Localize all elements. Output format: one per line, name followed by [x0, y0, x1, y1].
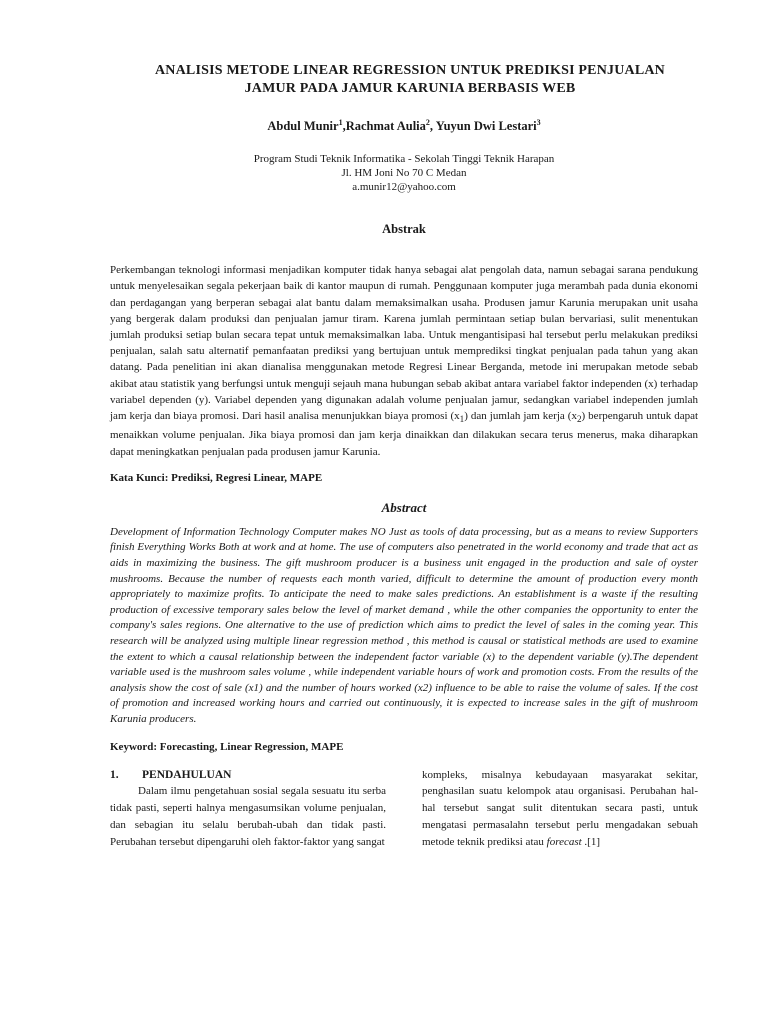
paragraph: Dalam ilmu pengetahuan sosial segala sesuatu itu serba tidak pasti, seperti halnya mengasumsikan volume penjualan, dan sebagian itu selalu berubah-ubah dan tidak pasti. Perubahan tersebut dipengaruhi oleh faktor-faktor yang sangat [110, 785, 386, 848]
subscript: 1 [459, 414, 465, 425]
section-title: PENDAHULUAN [142, 768, 232, 781]
author-affiliation-mark: 1 [338, 118, 343, 127]
author-separator: , [342, 119, 346, 134]
affiliation-institution: Program Studi Teknik Informatika - Sekolah Tinggi Teknik Harapan [253, 153, 555, 166]
paragraph-text: kompleks, misalnya kebudayaan masyarakat sekitar, penghasilan suatu kelompok atau organisasi. Perubahan hal-hal tersebut sangat sulit ditentukan secara pasti, untuk mengatasi permasalahn tersebut perlu mengadakan sebuah metode teknik prediksi atau [422, 768, 698, 848]
author-list [110, 118, 698, 134]
author-name: Yuyun Dwi Lestari [435, 119, 537, 134]
paragraph [422, 767, 698, 851]
author-affiliation-mark: 3 [536, 118, 541, 127]
title-line-1: ANALISIS METODE LINEAR REGRESSION UNTUK PREDIKSI PENJUALAN [155, 63, 665, 78]
author-affiliation-mark: 2 [425, 118, 430, 127]
section-number: 1. [110, 768, 119, 781]
author-name: Abdul Munir [267, 119, 339, 134]
affiliation-email: a.munir12@yahoo.com [352, 181, 456, 194]
author-name: Rachmat Aulia [345, 119, 426, 134]
keywords: Keyword: Forecasting, Linear Regression, MAPE [110, 740, 344, 753]
abstrak-text: ) berpengaruh untuk dapat menaikkan volume penjualan. Jika biaya promosi dan jam kerja dinaikkan dan dilakukan secara terus menerus, maka diharapkan dapat meningkatkan penjualan pada produsen jamur Karunia. [110, 409, 699, 458]
italic-term: forecast [546, 835, 582, 848]
abstrak-body [110, 262, 698, 460]
citation: .[1] [581, 835, 600, 848]
body-columns [110, 767, 698, 851]
kata-kunci: Kata Kunci: Prediksi, Regresi Linear, MAPE [110, 471, 323, 484]
paper-title [110, 62, 710, 98]
abstrak-text: Perkembangan teknologi informasi menjadikan komputer tidak hanya sebagai alat pengolah data, namun sebagai sarana pendukung untuk menyelesaikan segala pekerjaan baik di kantor maupun di rumah. Penggunaan komputer juga merambah pada dunia ekonomi dan perdagangan yang berperan sebagai alat bantu dalam memaksimalkan usaha. Produsen jamur Karunia merupakan unit usaha yang bergerak dalam produksi dan penjualan jamur tiram. Karena jumlah permintaan setiap bulan bervariasi, sulit menentukan jumlah produksi setiap bulan secara tepat untuk memaksimalkan laba. Untuk mengantisipasi hal tersebut perlu melakukan prediksi penjualan, salah satu alternatif pemanfaatan prediksi yang bertujuan untuk memprediksi tingkat penjualan pada tahun yang akan datang. Pada penelitian ini akan dianalisa menggunakan metode Regresi Linear Berganda, metode ini merupakan metode sebab akibat atau statistik yang berfungsi untuk menguji sejauh mana hubungan sebab akibat antara variabel faktor independen (x) terhadap variabel dependen (y). Variabel dependen yang digunakan adalah volume penjualan jamur, sedangkan variabel independen jumlah jam kerja dan biaya promosi. Dari hasil analisa menunjukkan biaya promosi (x [110, 264, 698, 422]
abstract-heading: Abstract [381, 499, 427, 515]
abstrak-text: ) dan jumlah jam kerja (x [464, 409, 577, 422]
affiliation-address: Jl. HM Joni No 70 C Medan [341, 167, 467, 180]
left-column [110, 767, 386, 851]
abstrak-heading: Abstrak [382, 222, 426, 237]
section-heading [110, 767, 386, 784]
right-column [422, 767, 698, 851]
author-separator: , [429, 119, 436, 134]
affiliation-block [110, 152, 698, 194]
subscript: 2 [576, 414, 582, 425]
title-line-2: JAMUR PADA JAMUR KARUNIA BERBASIS WEB [244, 81, 576, 96]
abstract-body: Development of Information Technology Computer makes NO Just as tools of data processing, but as a means to review Supporters finish Everything Works Both at work and at home. The use of computers also penetrated in the world economy and trade that act as aids in maximizing the business. The gift mushroom producer is a business unit engaged in the production and sale of oyster mushrooms. Because the number of requests each month varied, difficult to determine the amount of production every month appropriately to maximize profits. To anticipate the need to make sales predictions. An establishment is a waste if the resulting production of excessive temporary sales below the level of market demand , while the other companies the opportunity to enter the company's sales regions. One alternative to the use of prediction which aims to predict the level of sales in the coming year. This research will be analyzed using multiple linear regression method , this method is causal or statistical methods are used to examine the extent to which a causal relationship between the independent factor variable (x) to the dependent variable (y).The dependent variable used is the mushroom sales volume , while independent variable hours of work and promotion costs. From the results of the analysis show the cost of sale (x1) and the number of hours worked (x2) influence to be able to raise the volume of sales. If the cost of promotion and increased working hours and carried out continuously, it is expected to increase sales in the gift of mushroom Karunia producers. [110, 525, 698, 725]
